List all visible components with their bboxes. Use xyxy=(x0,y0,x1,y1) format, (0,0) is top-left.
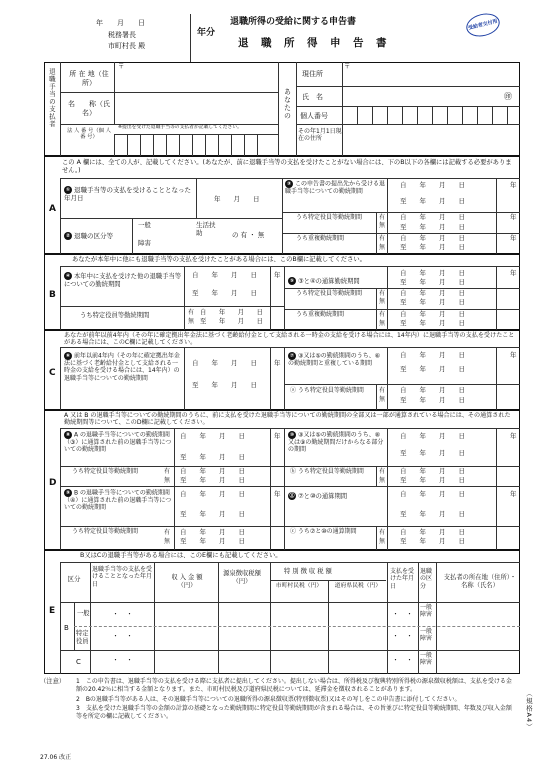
section-b-q5-sub2-no[interactable]: 無 xyxy=(379,320,386,327)
section-c-q7-sub-yes[interactable]: 有 xyxy=(379,387,386,394)
section-b-q4: ④ 本年中に支払を受けた他の退職手当等についての勤続期間 xyxy=(64,273,182,288)
row-c-retire[interactable]: 一般 障害 xyxy=(420,652,433,667)
section-b-q5: ⑤ ③と④の通算勤続期間 xyxy=(289,278,360,285)
section-d-letter: D xyxy=(49,478,57,488)
tax-office-addressee: 税務署長 xyxy=(108,31,136,39)
section-c-q6: ⑥ 前年以前4年内（その年に確定拠出年金法に基づく老齢給付金として支給される一時金の支給を受ける場合には、14年内）の退職手当等についての勤続期間 xyxy=(64,352,180,382)
corp-number-label: 法 人 番 号（個 人 番 号） xyxy=(67,128,111,141)
row-b-paid-date-2[interactable]: ・ ・ xyxy=(392,632,413,640)
section-d-q8-to: 至 年 月 日 xyxy=(180,453,245,461)
col-withholding: 源泉徴収税額（円） xyxy=(223,570,261,585)
row-b-officer: 特定役員 xyxy=(76,630,89,645)
row-b-retire-2[interactable]: 一般 障害 xyxy=(420,628,433,643)
section-b-q4-to: 至 年 月 日 xyxy=(192,289,257,297)
payer-recipient-frame xyxy=(44,62,520,156)
section-b-q5-sub-from: 自 年 月 日 xyxy=(400,289,465,297)
col-pref-tax: 道府県民税（円） xyxy=(334,583,382,589)
section-a-q3-sub-to: 至 年 月 日 xyxy=(400,223,465,231)
seal-mark: ㊞ xyxy=(504,92,512,101)
section-d-q9-sub-no[interactable]: 無 xyxy=(164,538,171,545)
section-d-q11-years: 年 xyxy=(510,490,517,498)
section-b-q4-sub-from: 自 年 月 日 xyxy=(200,309,263,316)
section-d-q8: ⑧ A の退職手当等についての勤続期間（③）に通算された前の退職手当等についての勤続期間 xyxy=(64,431,172,454)
row-b-retire-1[interactable]: 一般 障害 xyxy=(420,604,433,619)
section-d-q10-years: 年 xyxy=(510,432,517,440)
section-d-q9-sub-to: 至 年 月 日 xyxy=(180,537,245,545)
section-a-q3: ③ この申告書の提出先から受ける退職手当等についての勤続期間 xyxy=(285,180,386,195)
section-d-q8-from: 自 年 月 日 xyxy=(180,432,245,440)
section-c-q7-sub-from: 自 年 月 日 xyxy=(400,386,465,394)
section-c-q7-sub-to: 至 年 月 日 xyxy=(400,396,465,404)
section-d-q11-sub-no[interactable]: 無 xyxy=(379,538,386,545)
section-c-q6-from: 自 年 月 日 xyxy=(192,359,257,367)
col-payer: 支払者の所在地（住所）・名称（氏名） xyxy=(443,574,517,589)
row-b-label: B xyxy=(64,624,69,632)
payer-side-label: 退職手当の支払者 xyxy=(47,68,56,128)
section-c-letter: C xyxy=(49,368,56,378)
row-c-label: C xyxy=(76,658,81,666)
section-a-q3-sub2: うち重複勤続期間 xyxy=(296,235,345,242)
section-a-q1-date: 年 月 日 xyxy=(214,195,260,203)
section-b-q4-from: 自 年 月 日 xyxy=(192,271,257,279)
jan1-address-label: その年1月1日現在の住所 xyxy=(298,128,342,143)
section-a-q2: ② 退職の区分等 xyxy=(65,232,113,240)
col-paid-date: 支払を受けた年月日 xyxy=(390,568,415,590)
section-e-letter: E xyxy=(49,606,56,616)
section-b-q5-sub: うち特定役員等勤続期間 xyxy=(296,290,363,297)
section-d-q9-sub: うち特定役員等勤続期間 xyxy=(72,528,139,535)
corp-number-note: ※提出を受けた退職手当等の支払者が記載してください。 xyxy=(118,125,242,130)
section-a-welfare: 生活扶助 xyxy=(196,221,216,237)
section-b-q4-years: 年 xyxy=(274,271,281,279)
revision-note: 27.06 改正 xyxy=(40,754,72,761)
section-d-q10-from: 自 年 月 日 xyxy=(400,432,465,440)
section-a-q1: ① 退職手当等の支払を受けることとなった年月日 xyxy=(64,186,191,202)
section-b-q5-years: 年 xyxy=(510,269,517,277)
section-a-instruction: この A 欄には、全ての人が、記載してください。(あなたが、前に退職手当等の支払を受けたことがない場合には、下のB以下の各欄には記載する必要がありません。) xyxy=(62,159,512,174)
section-d-q9-sub-yes[interactable]: 有 xyxy=(164,529,171,536)
section-b-q4-sub: うち特定役員等勤続期間 xyxy=(80,312,150,319)
section-a-q3-sub-years: 年 xyxy=(510,213,517,221)
section-d-q8-sub-no[interactable]: 無 xyxy=(164,477,171,484)
recipient-id-label: 個人番号 xyxy=(300,112,328,120)
section-c-q6-years: 年 xyxy=(274,359,281,367)
section-b-q5-sub-to: 至 年 月 日 xyxy=(400,298,465,306)
section-c-q6-to: 至 年 月 日 xyxy=(192,381,257,389)
section-b-q5-sub-no[interactable]: 無 xyxy=(379,298,386,305)
note-3: 3 支払を受けた退職手当等の金額の計算の基礎となった勤続期間に特定役員等勤続期間が含まれる場合は、その旨並びに特定役員等勤続期間、年数及び収入金額等を所定の欄に記載してください。 xyxy=(76,704,512,721)
section-e-instruction: B又はCの退職手当等がある場合には、このE欄にも記載してください。 xyxy=(80,552,282,559)
section-d-q8-sub: うち特定役員等勤続期間 xyxy=(72,468,139,475)
section-b-letter: B xyxy=(49,290,56,300)
section-b-q5-sub2: うち重複勤続期間 xyxy=(296,311,345,318)
section-a-q3-to: 至 年 月 日 xyxy=(400,197,465,205)
form-title: 退 職 所 得 申 告 書 xyxy=(238,37,388,49)
section-d-q8-sub-yes[interactable]: 有 xyxy=(164,468,171,475)
section-b-instruction: あなたが本年中に他にも退職手当等の支払を受けたことがある場合には、このB欄に記載してください。 xyxy=(72,256,366,263)
section-b-q4-sub-to: 至 年 月 日 xyxy=(200,318,263,325)
row-c-paid-date[interactable]: ・ ・ xyxy=(392,656,413,664)
section-d-q9-years: 年 xyxy=(274,490,281,498)
section-d-q11: ⑪ ⑦と⑩の通算期間 xyxy=(289,493,348,500)
section-a-letter: A xyxy=(49,204,56,214)
section-c-q7: ⑦ ③又は⑤の勤続期間のうち、⑥の勤続期間と重複している期間 xyxy=(288,352,381,367)
section-a-general[interactable]: 一般 xyxy=(138,221,151,229)
section-d-instruction: A 又は B の退職手当等についての勤続期間のうちに、前に支払を受けた退職手当等についての勤続期間の全部又は一部が通算されている場合には、その通算された勤続期間等について、このD欄に記載してください。 xyxy=(64,412,511,427)
section-d-q10-to: 至 年 月 日 xyxy=(400,449,465,457)
section-d-q10-sub-yes[interactable]: 有 xyxy=(379,468,386,475)
section-b-q4-sub-no[interactable]: 無 xyxy=(188,318,195,325)
section-d-q11-to: 至 年 月 日 xyxy=(400,510,465,518)
section-a-q3-sub2-years: 年 xyxy=(510,234,517,242)
section-a-q3-sub2-to: 至 年 月 日 xyxy=(400,243,465,251)
col-special-tax: 特 別 徴 収 税 額 xyxy=(284,568,332,575)
section-d-q8-years: 年 xyxy=(274,432,281,440)
payer-name-label: 名 称（氏 名） xyxy=(68,100,117,117)
section-d-q9-to: 至 年 月 日 xyxy=(180,510,245,518)
row-b-officer-date[interactable]: ・ ・ xyxy=(112,632,133,640)
receipt-title: 退職所得の受給に関する申告書 xyxy=(230,17,357,27)
section-c-q7-sub: ⓐ うち特定役員等勤続期間 xyxy=(290,387,364,394)
col-muni-tax: 市町村民税（円） xyxy=(275,583,323,589)
recipient-postal-mark: 〒 xyxy=(344,63,351,70)
section-d-q11-from: 自 年 月 日 xyxy=(400,490,465,498)
section-d-q9-sub-from: 自 年 月 日 xyxy=(180,528,245,536)
section-a-has-none[interactable]: の 有 ・ 無 xyxy=(232,231,265,239)
section-d-q8-sub-to: 至 年 月 日 xyxy=(180,476,245,484)
year-suffix: 年分 xyxy=(197,28,216,38)
section-b-q5-sub2-yes[interactable]: 有 xyxy=(379,311,386,318)
row-b-paid-date-1[interactable]: ・ ・ xyxy=(392,610,413,618)
section-c-q7-sub-no[interactable]: 無 xyxy=(379,396,386,403)
section-c-q7-to: 至 年 月 日 xyxy=(400,365,465,373)
col-income: 収 入 金 額（円） xyxy=(171,574,203,589)
section-a-q3-sub-yes[interactable]: 有 xyxy=(379,214,386,221)
section-d-q11-sub-from: 自 年 月 日 xyxy=(400,528,465,536)
note-2: 2 Bの退職手当等がある人は、その退職手当等についての退職所得の源泉徴収票(特別徴収票)又はその写しをこの申告書に添付してください。 xyxy=(76,695,461,703)
section-a-q3-years: 年 xyxy=(510,181,517,189)
note-1: 1 この申告書は、退職手当等の支払を受ける際に支払者に提出してください。提出しない場合は、所得税及び復興特別所得税の源泉徴収税額は、支払を受ける金額の20.42％に相当する金額となります。また、市町村民税及び道府県民税については、延滞金を徴収されることがあります。 xyxy=(76,678,512,694)
payer-address-label: 所 在 地（住 所） xyxy=(69,70,109,87)
section-b-q5-sub2-to: 至 年 月 日 xyxy=(400,319,465,327)
section-d-q11-sub-yes[interactable]: 有 xyxy=(379,529,386,536)
section-d-q11-sub-to: 至 年 月 日 xyxy=(400,537,465,545)
section-a-q3-sub2-from: 自 年 月 日 xyxy=(400,234,465,242)
section-d-q11-sub: ⓒ うち⑦と⑩の通算期間 xyxy=(290,528,357,535)
col-retire-kubun: 退職の区分 xyxy=(420,568,433,590)
section-d-q10-sub-to: 至 年 月 日 xyxy=(400,476,465,484)
section-d-q8-sub-from: 自 年 月 日 xyxy=(180,467,245,475)
row-b-general-date[interactable]: ・ ・ xyxy=(112,610,133,618)
section-d-q9-from: 自 年 月 日 xyxy=(180,490,245,498)
section-d-q10-sub-from: 自 年 月 日 xyxy=(400,467,465,475)
section-b-q5-to: 至 年 月 日 xyxy=(400,278,465,286)
section-a-q3-sub-from: 自 年 月 日 xyxy=(400,213,465,221)
recipient-copy-stamp: 受給者交付用 xyxy=(464,10,502,40)
paper-size: （規格A4） xyxy=(524,690,533,731)
row-b-general: 一般 xyxy=(77,610,90,617)
row-c-date[interactable]: ・ ・ xyxy=(112,656,133,664)
notes-list xyxy=(76,678,516,722)
recipient-side-label: あなたの xyxy=(283,88,292,120)
section-b-q5-sub2-from: 自 年 月 日 xyxy=(400,310,465,318)
col-kubun: 区分 xyxy=(67,575,81,583)
section-a-disabled[interactable]: 障害 xyxy=(138,239,151,247)
section-d-q10-sub: ⓑ うち特定役員等勤続期間 xyxy=(290,468,364,475)
section-b-q5-from: 自 年 月 日 xyxy=(400,269,465,277)
submission-date: 年 月 日 xyxy=(96,19,145,27)
section-b-q4-sub-yes[interactable]: 有 xyxy=(188,309,195,316)
municipality-addressee: 市町村長 殿 xyxy=(108,42,146,50)
section-d-q10: ⑩ ③又は⑤の勤続期間のうち、⑧又は⑨の勤続期間だけからなる部分の期間 xyxy=(288,431,384,454)
section-a-q3-sub: うち特定役員等勤続期間 xyxy=(296,214,363,221)
recipient-address-label: 現住所 xyxy=(302,70,323,78)
recipient-name-label: 氏 名 xyxy=(302,93,323,101)
section-a-q3-sub2-no[interactable]: 無 xyxy=(379,244,386,251)
section-a-q3-sub-no[interactable]: 無 xyxy=(379,222,386,229)
section-d-q10-sub-no[interactable]: 無 xyxy=(379,477,386,484)
section-a-q3-from: 自 年 月 日 xyxy=(400,181,465,189)
section-b-q5-sub-yes[interactable]: 有 xyxy=(379,290,386,297)
section-c-q7-from: 自 年 月 日 xyxy=(400,351,465,359)
col-date: 退職手当等の支払を受けることとなった年月日 xyxy=(92,566,153,588)
section-c-q7-years: 年 xyxy=(510,351,517,359)
notes-label: （注意） xyxy=(40,678,66,685)
section-c-instruction: あなたが前年以前4年内（その年に確定拠出年金法に基づく老齢給付金として支給される一時金の支給を受ける場合には、14年内）に退職手当等の支払を受けたことがある場合には、このC欄に記載してください。 xyxy=(64,332,515,347)
section-a-q3-sub2-yes[interactable]: 有 xyxy=(379,235,386,242)
payer-postal-mark: 〒 xyxy=(118,63,125,70)
section-d-q9: ⑨ B の退職手当等についての勤続期間（④）に通算された前の退職手当等についての勤続期間 xyxy=(64,489,172,512)
